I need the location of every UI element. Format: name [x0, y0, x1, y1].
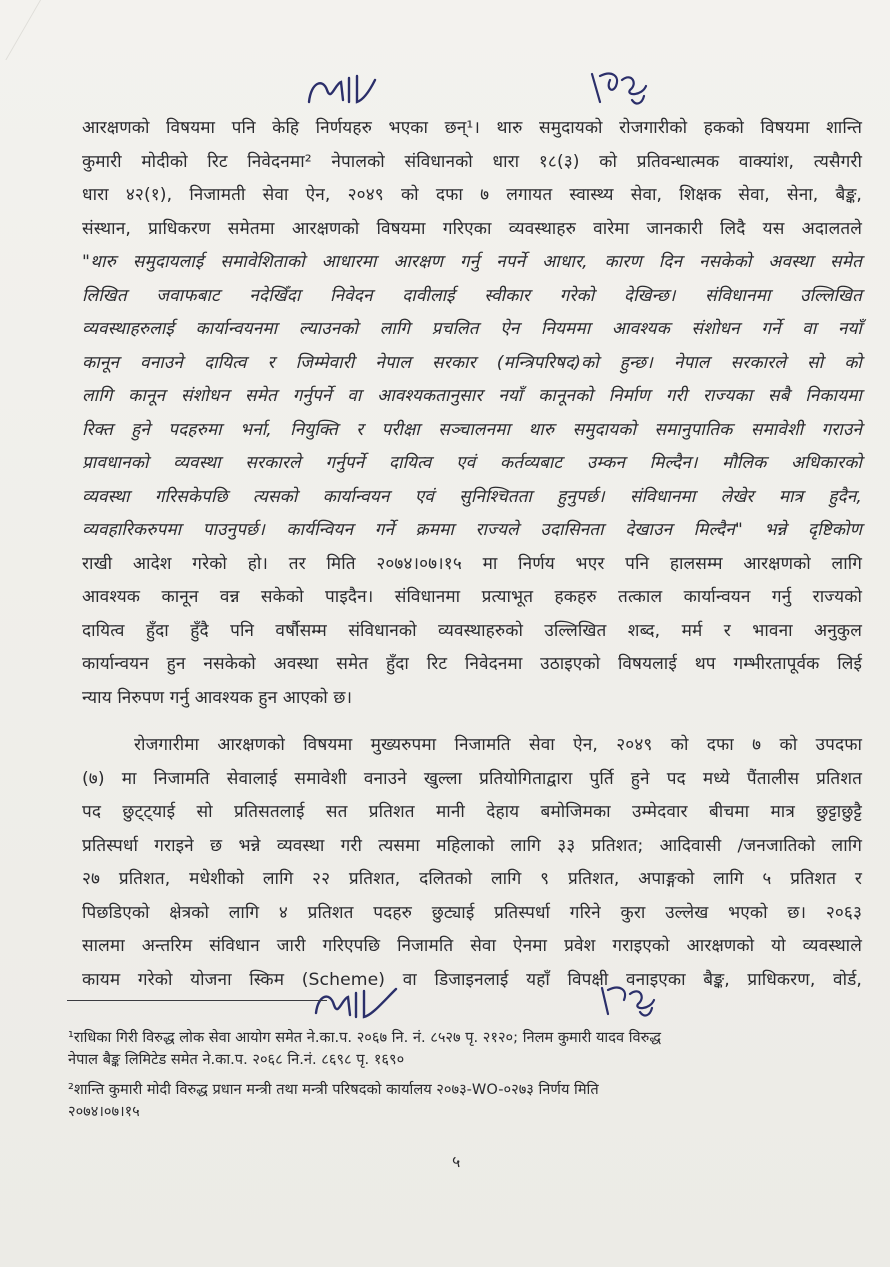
text-line: राखी आदेश गरेको हो। तर मिति २०७४।०७।१५ मा निर्णय भएर पनि हालसम्म आरक्षणको लागि	[82, 553, 862, 574]
quoted-text-line: "थारु समुदायलाई समावेशिताको आधारमा आरक्षण गर्नु नपर्ने आधार, कारण दिन नसकेको अवस्था समेत	[82, 252, 862, 272]
quoted-text-line: प्रावधानको व्यवस्था सरकारले गर्नुपर्ने दायित्व एवं कर्तव्यबाट उम्कन मिल्दैन। मौलिक अधिकारको	[82, 453, 862, 473]
footnotes	[68, 1027, 848, 1123]
quoted-text-line: लागि कानून संशोधन समेत गर्नुपर्ने वा आवश्यकतानुसार नयाँ कानूनको निर्माण गरी राज्यका सबै निकायमा	[82, 386, 862, 406]
text-line: कायम गरेको योजना स्किम (Scheme) वा डिजाइनलाई यहाँ विपक्षी वनाइएका बैङ्क, प्राधिकरण, वोर्ड,	[82, 969, 862, 990]
quoted-text-line: व्यवस्था गरिसकेपछि त्यसको कार्यान्वयन एवं सुनिश्चितता हुनुपर्छ। संविधानमा लेखेर मात्र हुदैन,	[82, 486, 862, 507]
text-line: आरक्षणको विषयमा पनि केहि निर्णयहरु भएका छन्¹। थारु समुदायको रोजगारीको हकको विषयमा शान्ति	[82, 118, 862, 138]
text-line: कुमारी मोदीको रिट निवेदनमा² नेपालको संविधानको धारा १८(३) को प्रतिवन्धात्मक वाक्यांश, त्यसैगरी	[82, 151, 862, 172]
quoted-text-line: व्यवस्थाहरुलाई कार्यान्वयनमा ल्याउनको लागि प्रचलित ऐन नियममा आवश्यक संशोधन गर्ने वा नयाँ	[82, 319, 862, 339]
text-line: पिछडिएको क्षेत्रको लागि ४ प्रतिशत पदहरु छुट्याई प्रतिस्पर्धा गरिने कुरा उल्लेख भएको छ। २०६३	[82, 902, 862, 923]
page-number: ५	[452, 1152, 461, 1171]
footnote-line: ¹राधिका गिरी विरुद्ध लोक सेवा आयोग समेत ने.का.प. २०६७ नि. नं. ८५२७ पृ. २१२०; निलम कुमारी यादव विरुद्ध	[68, 1029, 661, 1046]
quoted-text-line: व्यवहारिकरुपमा पाउनुपर्छ। कार्यन्वियन गर्ने क्रममा राज्यले उदासिनता देखाउन मिल्दैन" भन्ने दृष्टिकोण	[82, 520, 862, 540]
text-line: धारा ४२(१), निजामती सेवा ऐन, २०४९ को दफा ७ लगायत स्वास्थ्य सेवा, शिक्षक सेवा, सेना, बैङ्क,	[82, 185, 862, 205]
text-line: (७) मा निजामति सेवालाई समावेशी वनाउने खुल्ला प्रतियोगिताद्वारा पुर्ति हुने पद मध्ये पैंतालीस प्रतिशत	[82, 768, 862, 789]
text-line: पद छुट्ट्याई सो प्रतिसतलाई सत प्रतिशत मानी देहाय बमोजिमका उम्मेदवार बीचमा मात्र छुट्टाछुट्टै	[82, 802, 862, 822]
text-line: रोजगारीमा आरक्षणको विषयमा मुख्यरुपमा निजामति सेवा ऐन, २०४९ को दफा ७ को उपदफा	[134, 735, 862, 755]
page-fold-shadow	[0, 0, 41, 60]
handwritten-signature-top-right	[586, 66, 656, 110]
text-line: आवश्यक कानून वन्न सकेको पाइदैन। संविधानमा प्रत्याभूत हकहरु तत्काल कार्यान्वयन गर्नु राज्यको	[82, 587, 862, 607]
footnote-line: २०७४।०७।१५	[68, 1103, 140, 1120]
paragraph-2	[82, 729, 862, 997]
paragraph-1	[82, 112, 862, 715]
main-body-text	[82, 112, 862, 997]
footnote-line: ²शान्ति कुमारी मोदी विरुद्ध प्रधान मन्त्री तथा मन्त्री परिषदको कार्यालय २०७३-WO-०२७३ निर्णय मिति	[68, 1081, 599, 1098]
quoted-text-line: रिक्त हुने पदहरुमा भर्ना, नियुक्ति र परीक्षा सञ्चालनमा थारु समुदायको समानुपातिक समावेशी गराउने	[82, 419, 862, 440]
footnote-line: नेपाल बैङ्क लिमिटेड समेत ने.का.प. २०६८ नि.नं. ८६९८ पृ. १६९०	[68, 1051, 405, 1068]
text-line: प्रतिस्पर्धा गराइने छ भन्ने व्यवस्था गरी त्यसमा महिलाको लागि ३३ प्रतिशत; आदिवासी /जनजातिको लागि	[82, 835, 862, 856]
text-line: संस्थान, प्राधिकरण समेतमा आरक्षणको विषयमा गरिएका व्यवस्थाहरु वारेमा जानकारी लिदै यस अदालतले	[82, 218, 862, 239]
text-line: २७ प्रतिशत, मधेशीको लागि २२ प्रतिशत, दलितको लागि ९ प्रतिशत, अपाङ्गको लागि ५ प्रतिशत र	[82, 869, 862, 889]
text-line: कार्यान्वयन हुन नसकेको अवस्था समेत हुँदा रिट निवेदनमा उठाइएको विषयलाई थप गम्भीरतापूर्वक लिई	[82, 654, 862, 674]
text-line: दायित्व हुँदा हुँदै पनि वर्षौसम्म संविधानको व्यवस्थाहरुको उल्लिखित शब्द, मर्म र भावना अनुकुल	[82, 620, 862, 641]
footnote-divider	[67, 1000, 327, 1001]
text-line: न्याय निरुपण गर्नु आवश्यक हुन आएको छ।	[82, 687, 353, 708]
quoted-text-line: कानून वनाउने दायित्व र जिम्मेवारी नेपाल सरकार (मन्त्रिपरिषद)को हुन्छ। नेपाल सरकारले सो को	[82, 352, 862, 373]
handwritten-signature-top-left	[305, 72, 385, 112]
text-line: सालमा अन्तरिम संविधान जारी गरिएपछि निजामति सेवा ऐनमा प्रवेश गराइएको आरक्षणको यो व्यवस्थाले	[82, 936, 862, 956]
quoted-text-line: लिखित जवाफबाट नदेखिँदा निवेदन दावीलाई स्वीकार गरेको देखिन्छ। संविधानमा उल्लिखित	[82, 285, 862, 306]
